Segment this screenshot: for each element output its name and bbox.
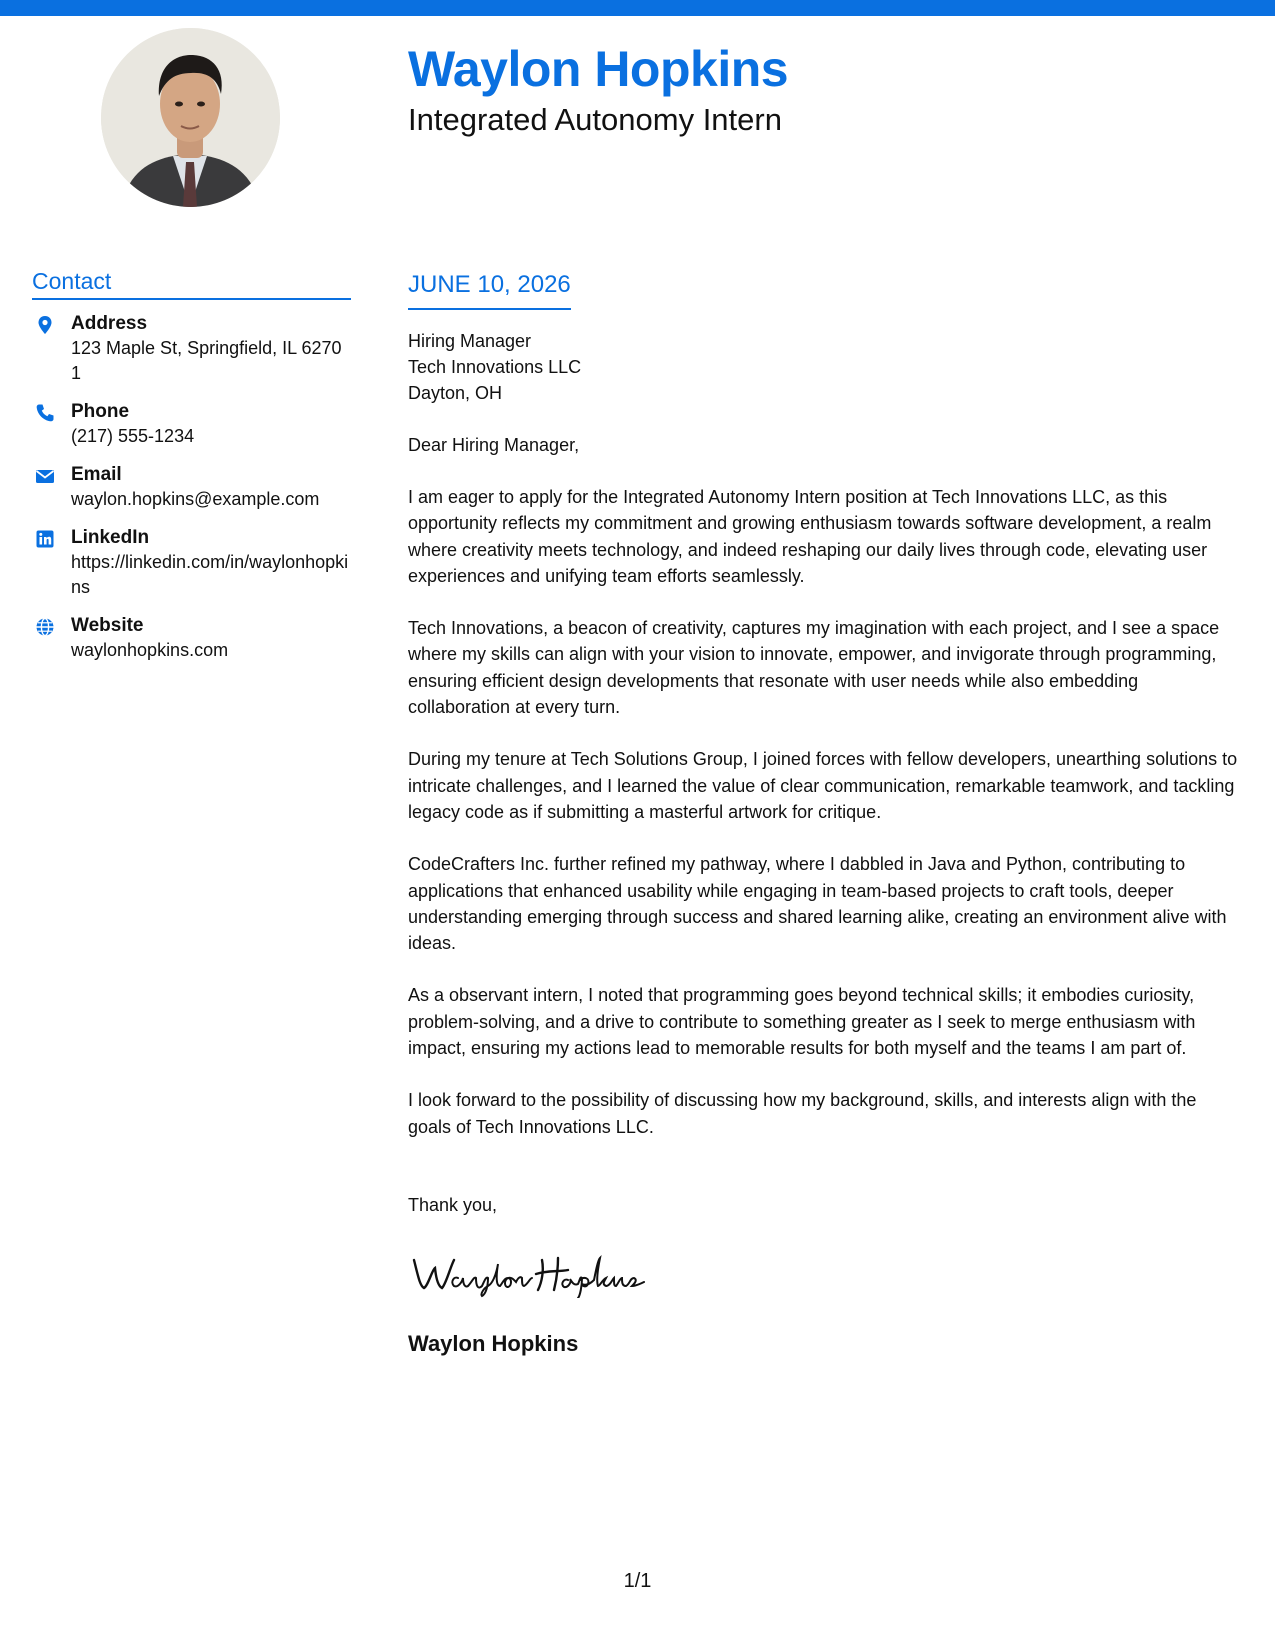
contact-value-website[interactable]: waylonhopkins.com — [71, 640, 229, 660]
contact-label-phone: Phone — [71, 401, 130, 422]
contact-section-title: Contact — [32, 266, 351, 300]
handwritten-signature — [408, 1246, 668, 1298]
contact-label-linkedin: LinkedIn — [71, 527, 150, 548]
recipient-line: Dayton, OH — [408, 383, 503, 403]
contact-item-address — [32, 312, 351, 386]
closing: Thank you, — [408, 1194, 498, 1215]
top-accent-bar — [0, 0, 1275, 16]
contact-value-linkedin[interactable]: https://linkedin.com/in/waylonhopkins — [71, 552, 349, 597]
phone-icon — [35, 403, 55, 423]
contact-value-phone[interactable]: (217) 555-1234 — [71, 426, 195, 446]
contact-label-address: Address — [71, 313, 148, 334]
letter-paragraph: As a observant intern, I noted that programming goes beyond technical skills; it embodies curiosity, problem-solving, and a drive to contribute to something greater as I seek to merge enthusiasm with impact, ensuring my actions lead to memorable results for both myself and the teams I am part of. — [408, 985, 1196, 1059]
linkedin-icon — [35, 529, 55, 549]
profile-photo — [101, 28, 280, 207]
recipient-block — [408, 328, 1242, 406]
contact-value-email[interactable]: waylon.hopkins@example.com — [71, 489, 320, 509]
contact-item-email[interactable] — [32, 463, 351, 512]
applicant-role: Integrated Autonomy Intern — [408, 102, 782, 137]
contact-list — [32, 312, 351, 663]
contact-item-phone[interactable] — [32, 400, 351, 449]
location-pin-icon — [35, 315, 55, 335]
contact-value-address: 123 Maple St, Springfield, IL 62701 — [71, 338, 342, 383]
letter-paragraph: I look forward to the possibility of discussing how my background, skills, and interests align with the goals of Tech Innovations LLC. — [408, 1090, 1197, 1137]
contact-sidebar — [32, 266, 351, 677]
globe-icon — [35, 617, 55, 637]
letter-paragraph: CodeCrafters Inc. further refined my pathway, where I dabbled in Java and Python, contributing to applications that enhanced usability while engaging in team-based projects to craft tools, deeper understanding emerging through success and shared learning alike, creating an environment alive with ideas. — [408, 854, 1227, 954]
recipient-line: Tech Innovations LLC — [408, 357, 582, 377]
recipient-line: Hiring Manager — [408, 331, 532, 351]
letter-date: JUNE 10, 2026 — [408, 268, 571, 310]
salutation: Dear Hiring Manager, — [408, 435, 580, 455]
page-number: 1/1 — [623, 1570, 652, 1592]
profile-photo-illustration — [101, 28, 280, 207]
letter-body — [408, 268, 1242, 1357]
contact-item-linkedin[interactable] — [32, 526, 351, 600]
contact-item-website[interactable] — [32, 614, 351, 663]
letter-paragraph: I am eager to apply for the Integrated Autonomy Intern position at Tech Innovations LLC, as this opportunity reflects my commitment and growing enthusiasm towards software development, a realm where creativity meets technology, and indeed reshaping our daily lives through code, elevating user experiences and unifying team efforts seamlessly. — [408, 487, 1212, 586]
letter-paragraph: During my tenure at Tech Solutions Group, I joined forces with fellow developers, unearthing solutions to intricate challenges, and I learned the value of clear communication, remarkable teamwork, and tackling legacy code as if submitting a masterful artwork for critique. — [408, 749, 1238, 822]
contact-label-email: Email — [71, 464, 122, 485]
envelope-icon — [35, 466, 55, 486]
applicant-name: Waylon Hopkins — [408, 41, 789, 97]
signer-name: Waylon Hopkins — [408, 1330, 579, 1356]
letter-paragraph: Tech Innovations, a beacon of creativity, captures my imagination with each project, and I see a space where my skills can align with your vision to innovate, empower, and invigorate through programming, ensuring efficient design developments that resonate with user needs while also embedding collaboration at every turn. — [408, 618, 1220, 718]
contact-label-website: Website — [71, 615, 144, 636]
